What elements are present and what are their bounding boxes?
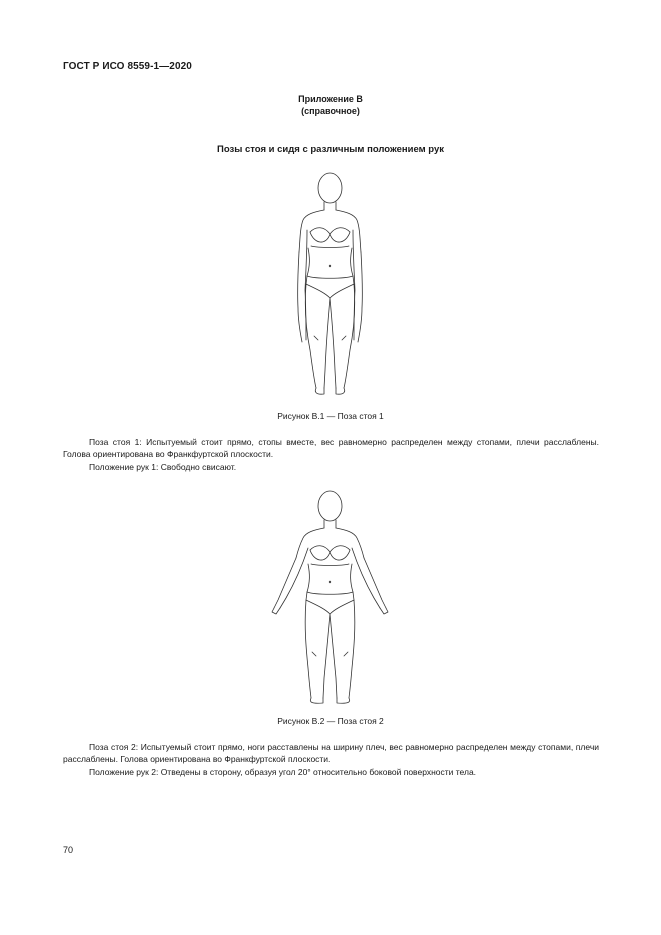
section-title: Позы стоя и сидя с различным положением рук [216, 144, 444, 155]
annex-status: (справочное) [301, 106, 360, 116]
page-number: 70 [63, 845, 74, 855]
paragraph: Положение рук 2: Отведены в сторону, образуя угол 20° относительно боковой поверхности тела. [89, 767, 477, 777]
paragraph: Поза стоя 2: Испытуемый стоит прямо, ноги расставлены на ширину плеч, вес равномерно распределен между стопами, плечи расслаблены. Голова ориентирована во Франкфуртской плоскости. [63, 742, 599, 764]
standing-figure-arms-out-icon [268, 488, 392, 706]
figure-caption: Рисунок В.1 — Поза стоя 1 [277, 411, 384, 421]
figure-caption: Рисунок В.2 — Поза стоя 2 [277, 716, 384, 726]
annex-title: Приложение В [298, 94, 363, 104]
paragraph: Положение рук 1: Свободно свисают. [89, 462, 237, 472]
document-header: ГОСТ Р ИСО 8559-1—2020 [63, 61, 192, 72]
standing-figure-arms-down-icon [280, 170, 380, 398]
paragraph: Поза стоя 1: Испытуемый стоит прямо, стопы вместе, вес равномерно распределен между стопами, плечи расслаблены. Голова ориентирована во Франкфуртской плоскости. [63, 437, 599, 459]
